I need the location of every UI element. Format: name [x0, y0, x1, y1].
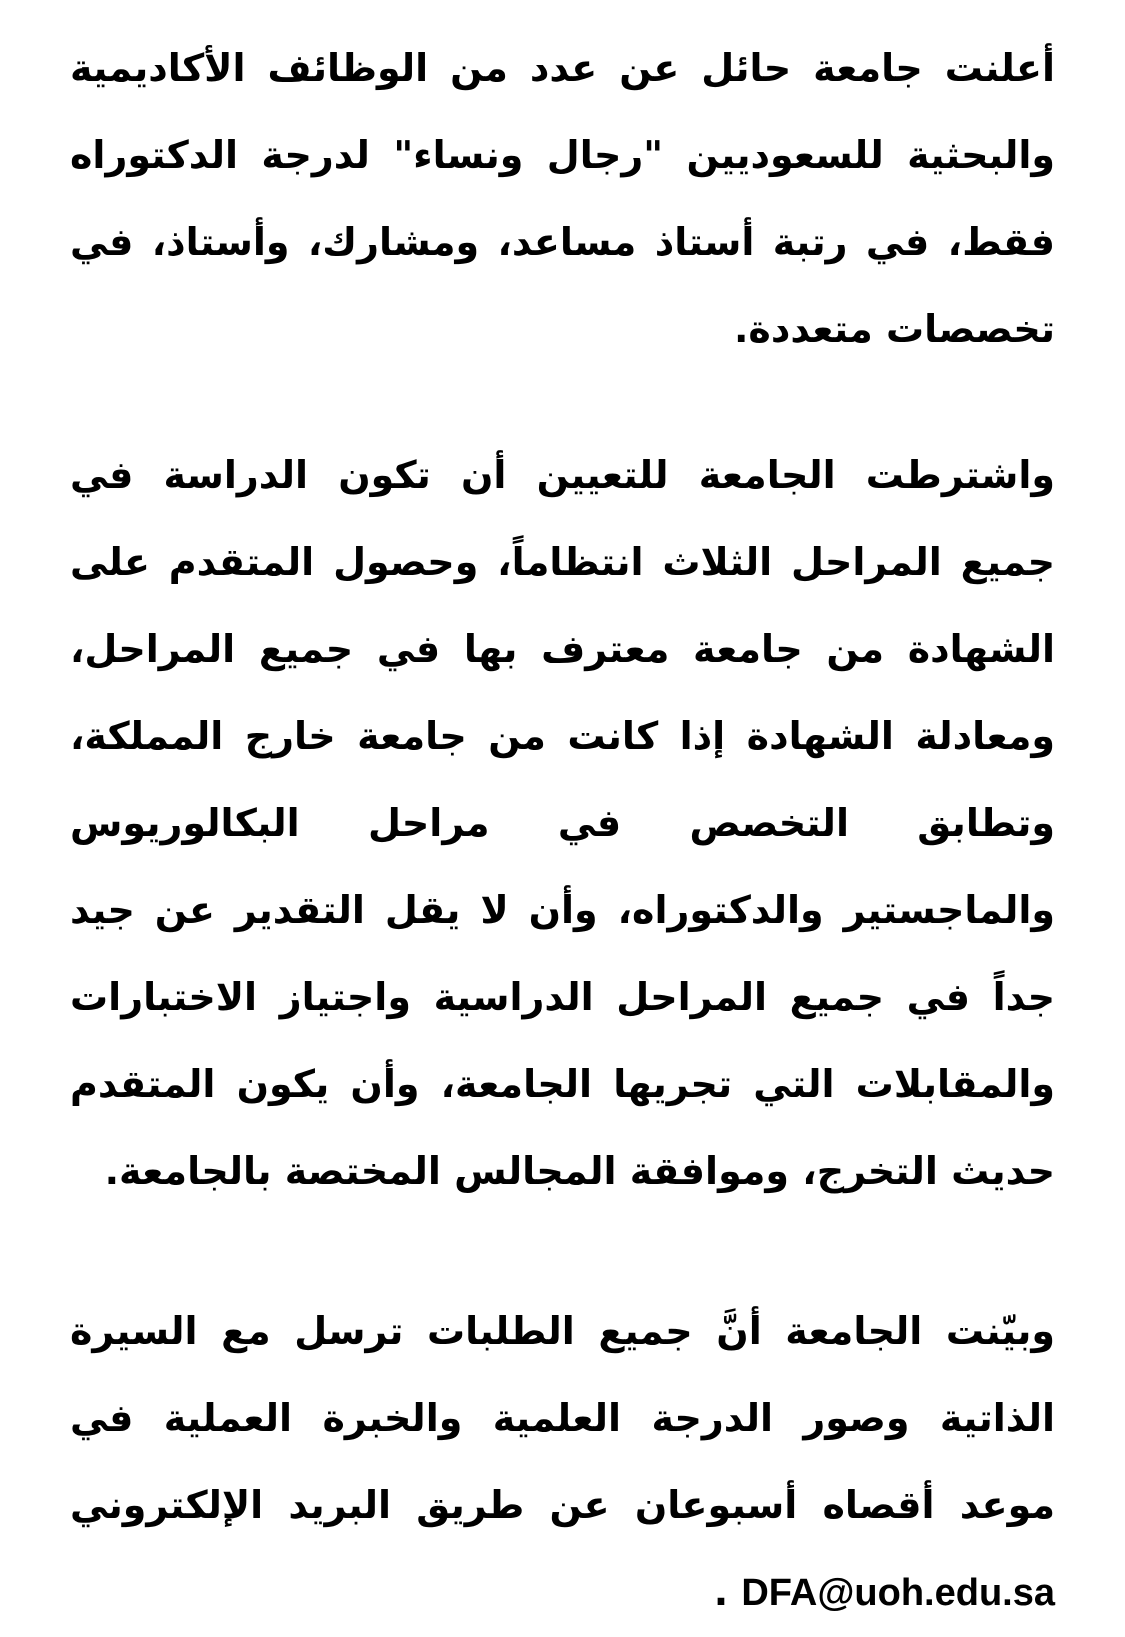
paragraph-application [70, 1288, 1055, 1637]
paragraph-announcement: أعلنت جامعة حائل عن عدد من الوظائف الأكاديمية والبحثية للسعوديين "رجال ونساء" لدرجة الدكتوراه فقط، في رتبة أستاذ مساعد، ومشارك، وأستاذ، في تخصصات متعددة. [70, 46, 1055, 351]
paragraph-requirements: واشترطت الجامعة للتعيين أن تكون الدراسة في جميع المراحل الثلاث انتظاماً، وحصول المتقدم على الشهادة من جامعة معترف بها في جميع المراحل، ومعادلة الشهادة إذا كانت من جامعة خارج المملكة، وتطابق التخصص في مراحل البكالوريوس والماجستير والدكتوراه، وأن لا يقل التقدير عن جيد جداً في جميع المراحل الدراسية واجتياز الاختبارات والمقابلات التي تجريها الجامعة، وأن يكون المتقدم حديث التخرج، وموافقة المجالس المختصة بالجامعة. [70, 453, 1055, 1193]
paragraph-end-period: . [713, 1570, 729, 1614]
paragraph-application-text: وبيّنت الجامعة أنَّ جميع الطلبات ترسل مع السيرة الذاتية وصور الدرجة العلمية والخبرة العملية في موعد أقصاه أسبوعان عن طريق البريد الإلكتروني [70, 1309, 1055, 1527]
email-address[interactable]: DFA@uoh.edu.sa [741, 1572, 1055, 1614]
